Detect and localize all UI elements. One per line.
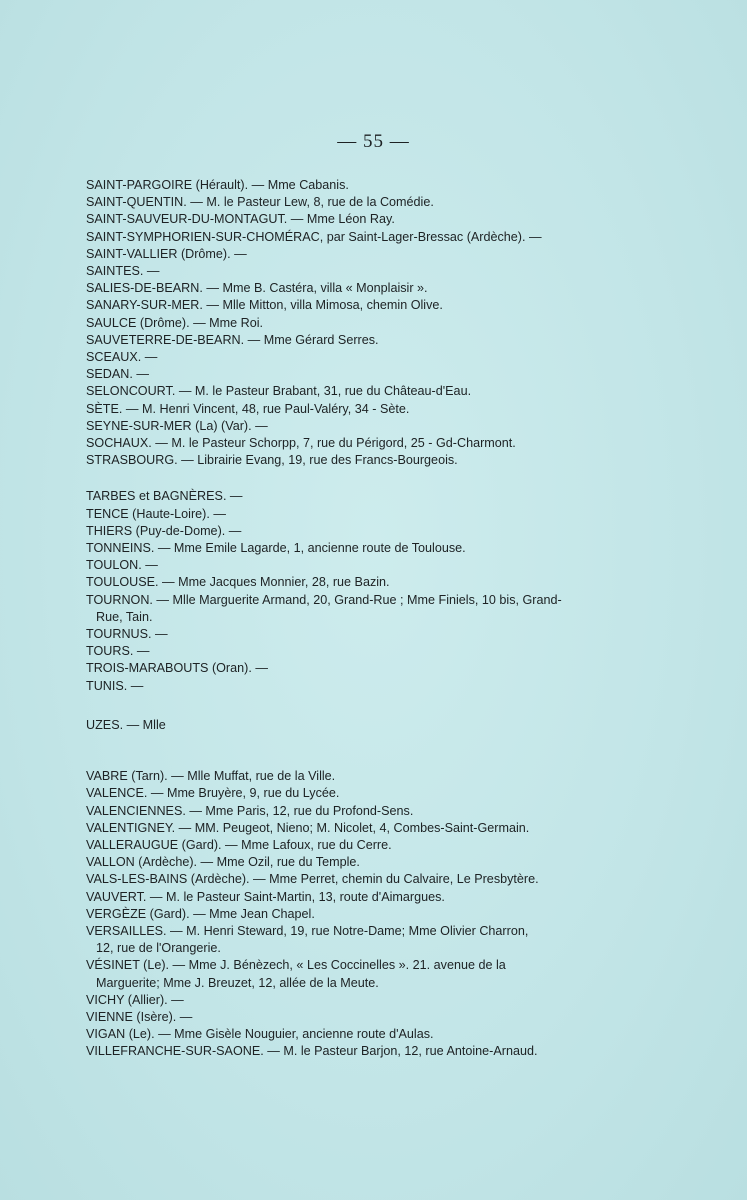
group-spacer	[86, 469, 616, 488]
entry-sauveterre: SAUVETERRE-DE-BEARN. — Mme Gérard Serres.	[86, 332, 379, 347]
group-spacer	[86, 695, 616, 717]
entry-vichy: VICHY (Allier). —	[86, 992, 184, 1007]
entry-sete: SÈTE. — M. Henri Vincent, 48, rue Paul-Valéry, 34 - Sète.	[86, 401, 410, 416]
entry-toulon: TOULON. —	[86, 558, 158, 573]
entry-tours: TOURS. —	[86, 644, 150, 659]
entry-saulce: SAULCE (Drôme). — Mme Roi.	[86, 315, 264, 330]
entry-valence: VALENCE. — Mme Bruyère, 9, rue du Lycée.	[86, 786, 340, 801]
entry-saintes: SAINTES. —	[86, 264, 160, 279]
entry-tonneins: TONNEINS. — Mme Emile Lagarde, 1, ancienne route de Toulouse.	[86, 541, 466, 556]
entry-saint-sauveur: SAINT-SAUVEUR-DU-MONTAGUT. — Mme Léon Ray.	[86, 212, 395, 227]
entry-tarbes: TARBES et BAGNÈRES. —	[86, 489, 243, 504]
entry-versailles-continued: 12, rue de l'Orangerie.	[96, 941, 221, 956]
directory-entries	[86, 177, 616, 1061]
entry-vesinet: VÉSINET (Le). — Mme J. Bénèzech, « Les Coccinelles ». 21. avenue de la	[86, 958, 506, 973]
group-spacer	[86, 734, 616, 756]
group-u	[86, 717, 616, 734]
entry-uzes: UZES. — Mlle	[86, 717, 166, 732]
entry-vergeze: VERGÈZE (Gard). — Mme Jean Chapel.	[86, 906, 315, 921]
entry-vallon: VALLON (Ardèche). — Mme Ozil, rue du Temple.	[86, 855, 360, 870]
entry-trois-marabouts: TROIS-MARABOUTS (Oran). —	[86, 661, 268, 676]
entry-seyne-sur-mer: SEYNE-SUR-MER (La) (Var). —	[86, 418, 268, 433]
entry-saint-pargoire: SAINT-PARGOIRE (Hérault). — Mme Cabanis.	[86, 178, 349, 192]
entry-tence: TENCE (Haute-Loire). —	[86, 506, 226, 521]
entry-vigan: VIGAN (Le). — Mme Gisèle Nouguier, ancienne route d'Aulas.	[86, 1027, 434, 1042]
entry-tournon: TOURNON. — Mlle Marguerite Armand, 20, Grand-Rue ; Mme Finiels, 10 bis, Grand-	[86, 592, 562, 607]
entry-strasbourg: STRASBOURG. — Librairie Evang, 19, rue des Francs-Bourgeois.	[86, 453, 458, 468]
entry-sceaux: SCEAUX. —	[86, 350, 158, 365]
entry-valenciennes: VALENCIENNES. — Mme Paris, 12, rue du Profond-Sens.	[86, 803, 414, 818]
entry-salies-de-bearn: SALIES-DE-BEARN. — Mme B. Castéra, villa « Monplaisir ».	[86, 281, 428, 296]
entry-tournon-continued: Rue, Tain.	[96, 609, 153, 624]
group-v	[86, 768, 616, 1060]
entry-thiers: THIERS (Puy-de-Dome). —	[86, 523, 242, 538]
entry-villefranche: VILLEFRANCHE-SUR-SAONE. — M. le Pasteur Barjon, 12, rue Antoine-Arnaud.	[86, 1044, 538, 1059]
group-spacer	[86, 756, 616, 768]
group-t	[86, 488, 616, 694]
entry-sedan: SEDAN. —	[86, 367, 149, 382]
group-s	[86, 177, 616, 469]
entry-vesinet-continued: Marguerite; Mme J. Breuzet, 12, allée de la Meute.	[96, 975, 379, 990]
entry-vabre: VABRE (Tarn). — Mlle Muffat, rue de la Ville.	[86, 769, 336, 784]
entry-vienne: VIENNE (Isère). —	[86, 1009, 193, 1024]
entry-saint-quentin: SAINT-QUENTIN. — M. le Pasteur Lew, 8, rue de la Comédie.	[86, 195, 434, 210]
entry-sanary-sur-mer: SANARY-SUR-MER. — Mlle Mitton, villa Mimosa, chemin Olive.	[86, 298, 443, 313]
entry-seloncourt: SELONCOURT. — M. le Pasteur Brabant, 31, rue du Château-d'Eau.	[86, 384, 472, 399]
entry-tunis: TUNIS. —	[86, 678, 144, 693]
entry-vals-les-bains: VALS-LES-BAINS (Ardèche). — Mme Perret, chemin du Calvaire, Le Presbytère.	[86, 872, 539, 887]
entry-tournus: TOURNUS. —	[86, 627, 168, 642]
entry-toulouse: TOULOUSE. — Mme Jacques Monnier, 28, rue Bazin.	[86, 575, 390, 590]
entry-vauvert: VAUVERT. — M. le Pasteur Saint-Martin, 13, route d'Aimargues.	[86, 889, 445, 904]
entry-valleraugue: VALLERAUGUE (Gard). — Mme Lafoux, rue du Cerre.	[86, 837, 392, 852]
entry-saint-symphorien: SAINT-SYMPHORIEN-SUR-CHOMÉRAC, par Saint-Lager-Bressac (Ardèche). —	[86, 229, 542, 244]
entry-valentigney: VALENTIGNEY. — MM. Peugeot, Nieno; M. Nicolet, 4, Combes-Saint-Germain.	[86, 820, 530, 835]
entry-versailles: VERSAILLES. — M. Henri Steward, 19, rue Notre-Dame; Mme Olivier Charron,	[86, 923, 529, 938]
entry-saint-vallier: SAINT-VALLIER (Drôme). —	[86, 246, 247, 261]
page-number: — 55 —	[337, 131, 410, 152]
entry-sochaux: SOCHAUX. — M. le Pasteur Schorpp, 7, rue du Périgord, 25 - Gd-Charmont.	[86, 436, 516, 451]
